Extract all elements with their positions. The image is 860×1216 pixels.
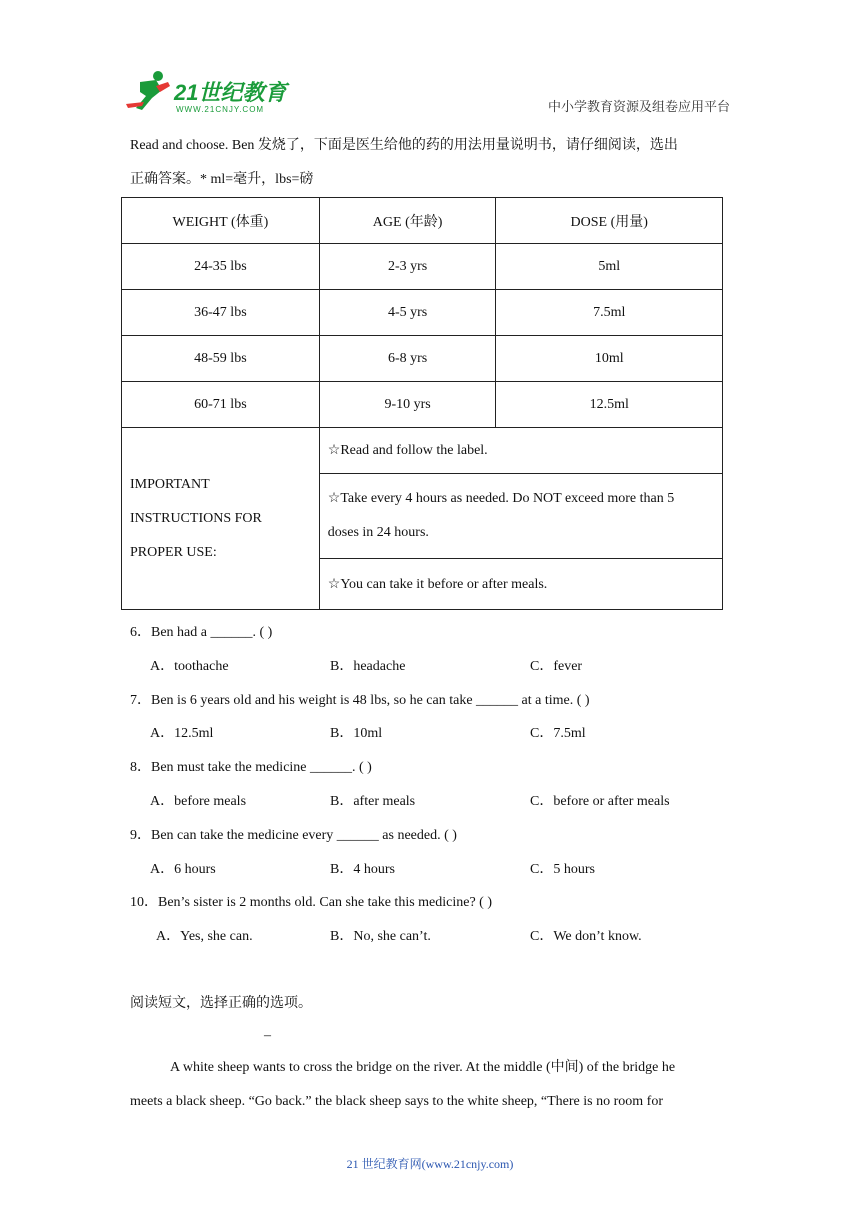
question-7: 7．Ben is 6 years old and his weight is 48 lbs, so he can take ______ at a time. ( )	[130, 693, 590, 708]
instruction-line: doses in 24 hours.	[327, 525, 429, 540]
table-row	[122, 290, 723, 336]
option-b[interactable]: B．headache	[330, 659, 406, 674]
option-c[interactable]: C．We don’t know.	[530, 929, 642, 944]
runner-logo-icon	[122, 68, 292, 116]
instructions-label-line: IMPORTANT	[130, 476, 210, 492]
weight-cell: 48-59 lbs	[122, 336, 320, 382]
table-header-cell: WEIGHT (体重)	[122, 198, 320, 244]
dose-cell: 7.5ml	[496, 290, 723, 336]
option-b[interactable]: B．after meals	[330, 794, 416, 809]
option-a[interactable]: A．toothache	[150, 659, 229, 674]
option-c[interactable]: C．5 hours	[530, 862, 595, 877]
table-header-cell: AGE (年龄)	[319, 198, 496, 244]
option-c[interactable]: C．fever	[530, 659, 583, 674]
instructions-label-cell	[122, 428, 320, 610]
question-9: 9．Ben can take the medicine every ______ as needed. ( )	[130, 828, 457, 843]
age-cell: 4-5 yrs	[319, 290, 496, 336]
option-a[interactable]: A．Yes, she can.	[156, 929, 253, 944]
instruction-line: ☆Take every 4 hours as needed. Do NOT exceed more than 5	[327, 491, 675, 506]
dosage-table	[121, 197, 723, 610]
weight-cell: 36-47 lbs	[122, 290, 320, 336]
instruction-row	[122, 428, 723, 474]
age-cell: 2-3 yrs	[319, 244, 496, 290]
option-a[interactable]: A．12.5ml	[150, 726, 214, 741]
table-header-cell: DOSE (用量)	[496, 198, 723, 244]
age-cell: 9-10 yrs	[319, 382, 496, 428]
footer-text: 21 世纪教育网(www.21cnjy.com)	[346, 1157, 514, 1171]
instruction-cell: ☆Read and follow the label.	[319, 428, 722, 474]
section-title: 阅读短文，选择正确的选项。	[130, 995, 312, 1011]
table-row	[122, 244, 723, 290]
instruction-cell: ☆You can take it before or after meals.	[319, 559, 722, 610]
passage-line-2: meets a black sheep. “Go back.” the black sheep says to the white sheep, “There is no room for	[130, 1094, 663, 1109]
option-a[interactable]: A．6 hours	[150, 862, 216, 877]
option-a[interactable]: A．before meals	[150, 794, 247, 809]
logo-subtext: WWW.21CNJY.COM	[176, 105, 265, 114]
option-b[interactable]: B．4 hours	[330, 862, 395, 877]
table-header-row	[122, 198, 723, 244]
option-b[interactable]: B．10ml	[330, 726, 383, 741]
option-c[interactable]: C．before or after meals	[530, 794, 670, 809]
header-tagline: 中小学教育资源及组卷应用平台	[547, 100, 730, 115]
site-logo	[122, 68, 292, 116]
instructions-label-line: INSTRUCTIONS FOR	[130, 510, 262, 526]
dose-cell: 12.5ml	[496, 382, 723, 428]
age-cell: 6-8 yrs	[319, 336, 496, 382]
question-8: 8．Ben must take the medicine ______. ( )	[130, 760, 372, 775]
weight-cell: 60-71 lbs	[122, 382, 320, 428]
passage-line-1: A white sheep wants to cross the bridge on the river. At the middle (中间) of the bridge he	[170, 1060, 676, 1075]
table-row	[122, 336, 723, 382]
intro-line-1: Read and choose. Ben 发烧了，下面是医生给他的药的用法用量说明书，请仔细阅读，选出	[130, 138, 678, 153]
weight-cell: 24-35 lbs	[122, 244, 320, 290]
intro-line-2: 正确答案。* ml=毫升，lbs=磅	[130, 172, 314, 187]
instruction-cell	[319, 474, 722, 559]
dose-cell: 5ml	[496, 244, 723, 290]
dash-mark: –	[264, 1028, 271, 1043]
dose-cell: 10ml	[496, 336, 723, 382]
question-10: 10．Ben’s sister is 2 months old. Can she take this medicine? ( )	[130, 895, 493, 910]
option-c[interactable]: C．7.5ml	[530, 726, 586, 741]
logo-text: 21世纪教育	[174, 80, 287, 105]
table-row	[122, 382, 723, 428]
instructions-label-line: PROPER USE:	[130, 544, 217, 560]
question-6: 6．Ben had a ______. ( )	[130, 625, 273, 640]
option-b[interactable]: B．No, she can’t.	[330, 929, 431, 944]
